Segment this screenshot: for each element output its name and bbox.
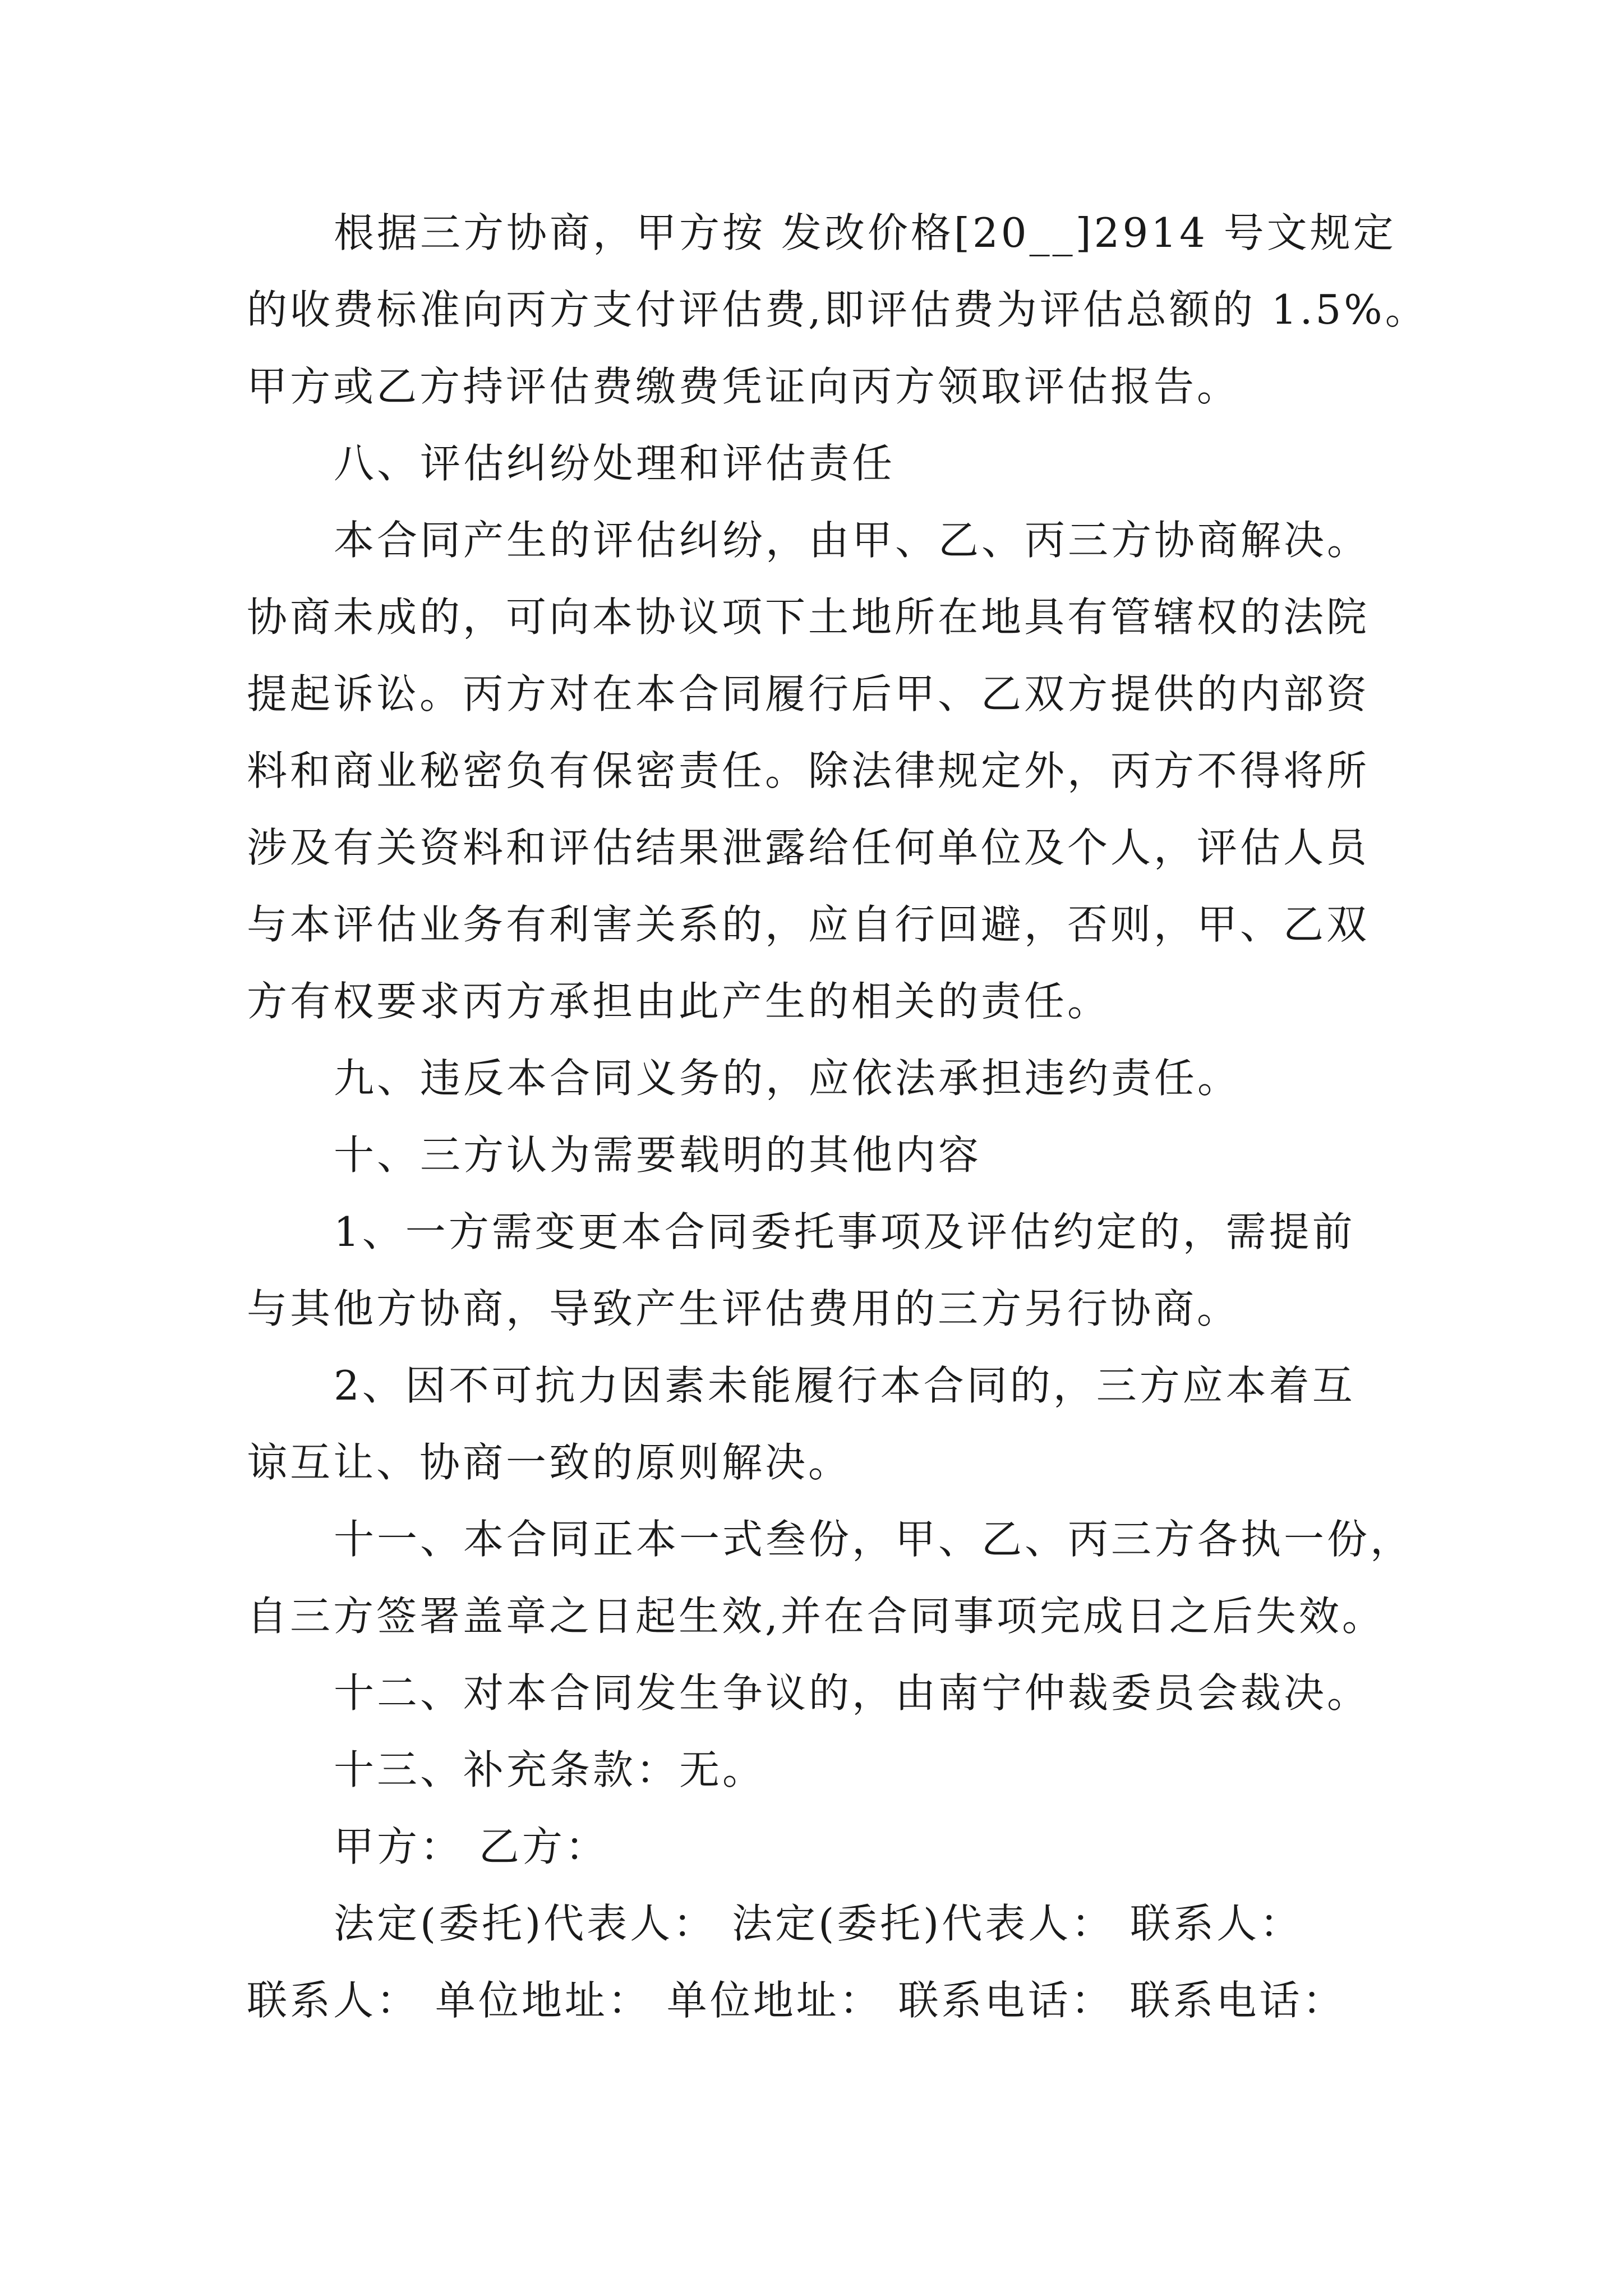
paragraph-line: 根据三方协商，甲方按 发改价格[20__]2914 号文规定 [334, 209, 1396, 256]
signature-parties: 甲方： 乙方： [334, 1823, 608, 1870]
signature-fields: 法定(委托)代表人： 法定(委托)代表人： 联系人： [334, 1900, 1303, 1947]
signature-fields: 联系人： 单位地址： 单位地址： 联系电话： 联系电话： [247, 1977, 1346, 2024]
section-heading: 九、违反本合同义务的，应依法承担违约责任。 [334, 1055, 1241, 1102]
paragraph-line: 料和商业秘密负有保密责任。除法律规定外，丙方不得将所 [247, 747, 1370, 794]
paragraph-line: 1、一方需变更本合同委托事项及评估约定的，需提前 [334, 1208, 1355, 1255]
paragraph-line: 本合同产生的评估纠纷，由甲、乙、丙三方协商解决。 [334, 517, 1371, 564]
paragraph-line: 涉及有关资料和评估结果泄露给任何单位及个人，评估人员 [247, 824, 1370, 871]
paragraph-line: 十一、本合同正本一式叁份，甲、乙、丙三方各执一份， [334, 1516, 1414, 1563]
section-heading: 八、评估纠纷处理和评估责任 [334, 440, 896, 487]
paragraph-line: 方有权要求丙方承担由此产生的相关的责任。 [247, 978, 1111, 1025]
paragraph-line: 甲方或乙方持评估费缴费凭证向丙方领取评估报告。 [247, 363, 1241, 410]
paragraph-line: 2、因不可抗力因素未能履行本合同的，三方应本着互 [334, 1362, 1355, 1409]
paragraph-line: 与其他方协商，导致产生评估费用的三方另行协商。 [247, 1285, 1241, 1332]
paragraph-line: 协商未成的，可向本协议项下土地所在地具有管辖权的法院 [247, 593, 1370, 641]
section-heading: 十、三方认为需要载明的其他内容 [334, 1131, 982, 1179]
paragraph-line: 十三、补充条款：无。 [334, 1746, 766, 1793]
paragraph-line: 的收费标准向丙方支付评估费,即评估费为评估总额的 1.5%。 [247, 286, 1428, 333]
paragraph-line: 谅互让、协商一致的原则解决。 [247, 1439, 852, 1486]
paragraph-line: 提起诉讼。丙方对在本合同履行后甲、乙双方提供的内部资 [247, 670, 1370, 717]
paragraph-line: 与本评估业务有利害关系的，应自行回避，否则，甲、乙双 [247, 901, 1370, 948]
paragraph-line: 自三方签署盖章之日起生效,并在合同事项完成日之后失效。 [247, 1593, 1385, 1640]
paragraph-line: 十二、对本合同发生争议的，由南宁仲裁委员会裁决。 [334, 1669, 1371, 1717]
